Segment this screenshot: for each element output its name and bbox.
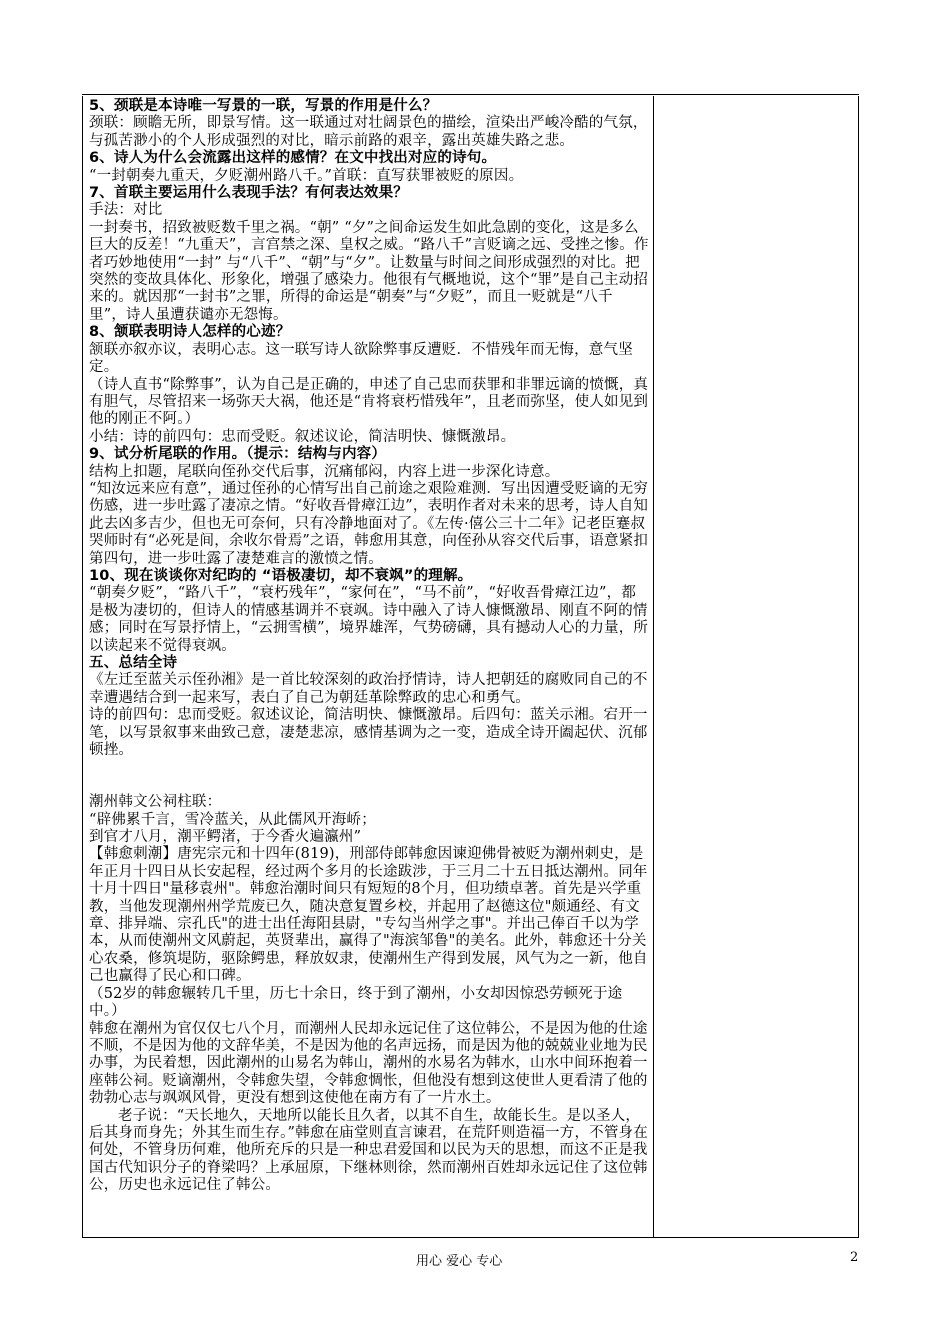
paragraph: 手法：对比 xyxy=(89,202,163,219)
paragraph: “朝奏夕贬”，“路八千”，“衰朽残年”，“家何在”，“马不前”，“好收吾骨瘴江边”，都是极为凄切的，但诗人的情感基调并不衰飒。诗中融入了诗人慷慨激昂、刚直不阿的情感；同时在写景抒情上，“云拥雪横”，境界雄浑，气势磅礴，具有撼动人心的力量，所以读起来不觉得衰飒。 xyxy=(89,585,649,654)
footer-motto: 用心 爱心 专心 xyxy=(416,1254,503,1269)
section-heading: 5、颈联是本诗唯一写景的一联，写景的作用是什么？ xyxy=(89,98,438,114)
paragraph: “知汝远来应有意”，通过侄孙的心情写出自己前途之艰险难测．写出因遭受贬谪的无穷伤感，进一步吐露了凄凉之情。“好收吾骨瘴江边”，表明作者对未来的思考，诗人自知此去凶多吉少，但也无可奈何，只有冷静地面对了。《左传·僖公三十二年》记老臣蹇叔哭师时有“必死是间，余收尔骨焉”之语，韩愈用其意，向侄孙从容交代后事，语意紧扣第四句，进一步吐露了凄楚难言的激愤之情。 xyxy=(89,480,649,567)
paragraph: 《左迁至蓝关示侄孙湘》是一首比较深刻的政治抒情诗，诗人把朝廷的腐败同自己的不幸遭遇结合到一起来写，表白了自己为朝廷革除弊政的忠心和勇气。 xyxy=(89,672,648,706)
paragraph: “一封朝奏九重天，夕贬潮州路八千。”首联：直写获罪被贬的原因。 xyxy=(89,167,524,184)
paragraph: 到官才八月，潮平鳄渚，于今香火遍瀛州” xyxy=(89,829,362,846)
paragraph: 诗的前四句：忠而受贬。叙述议论，简洁明快、慷慨激昂。后四句：蓝关示湘。宕开一笔，以写景叙事来曲致己意，凄楚悲凉，感情基调为之一变，造成全诗开阖起伏、沉郁顿挫。 xyxy=(89,707,648,759)
paragraph: 一封奏书，招致被贬数千里之祸。“朝” “夕”之间命运发生如此急剧的变化，这是多么巨大的反差！“九重天”，言宫禁之深、皇权之威。“路八千”言贬谪之远、受挫之惨。作者巧妙地使用“一封” 与“八千”、“朝”与“夕”。让数量与时间之间形成强烈的对比。把突然的变故具体化、形象化，增强了感染力。他很有气概地说，这个“罪”是自己主动招来的。就因那“一封书”之罪，所得的命运是“朝奏”与“夕贬”，而且一贬就是“八千里”，诗人虽遭获谴亦无怨悔。 xyxy=(89,219,649,323)
paragraph: 颈联：顾瞻无所，即景写情。这一联通过对壮阔景色的描绘，渲染出严峻冷酷的气氛，与孤苦渺小的个人形成强烈的对比，暗示前路的艰辛，露出英雄失路之悲。 xyxy=(89,115,648,149)
paragraph: 潮州韩文公祠柱联： xyxy=(89,794,222,811)
paragraph: （52岁的韩愈辗转几千里，历七十余日，终于到了潮州，小女却因惊恐劳顿死于途中。） xyxy=(89,985,623,1020)
page-footer xyxy=(0,1250,950,1270)
paragraph: 韩愈在潮州为官仅仅七八个月，而潮州人民却永远记住了这位韩公，不是因为他的仕途不顺，不是因为他的文辞华美，不是因为他的名声远扬，而是因为他的兢兢业业地为民办事，为民着想，因此潮州的山易名为韩山，潮州的水易名为韩水，山水中间环抱着一座韩公祠。贬谪潮州，令韩愈失望，令韩愈惆怅，但他没有想到这使世人更看清了他的勃勃心志与飒飒风骨，更没有想到这使他在南方有了一片水土。 xyxy=(89,1020,648,1107)
paragraph: 颔联亦叙亦议，表明心志。这一联写诗人欲除弊事反遭贬．不惜残年而无悔，意气坚定。 xyxy=(89,341,633,376)
paragraph: “辟佛累千言，雪冷蓝关，从此儒风开海峤； xyxy=(89,811,376,828)
paragraph: 小结：诗的前四句：忠而受贬。叙述议论，简洁明快、慷慨激昂。 xyxy=(89,428,516,445)
paragraph: （诗人直书“除弊事”，认为自己是正确的，申述了自己忠而获罪和非罪远谪的愤慨，真有胆气，尽管招来一场弥天大祸，他还是“肯将衰朽惜残年”，且老而弥坚，使人如见到他的刚正不阿。） xyxy=(89,376,649,428)
table-top-border xyxy=(82,94,859,95)
content-table xyxy=(82,96,859,1238)
main-text-cell xyxy=(89,98,649,1195)
side-column-divider xyxy=(653,96,654,1237)
paragraph: 结构上扣题，尾联向侄孙交代后事，沉痛郁闷，内容上进一步深化诗意。 xyxy=(89,463,560,480)
section-heading: 五、总结全诗 xyxy=(89,655,178,671)
section-heading: 10、现在谈谈你对纪昀的 “语极凄切，却不衰飒”的理解。 xyxy=(89,567,473,584)
paragraph: 【韩愈刺潮】唐宪宗元和十四年(819)，刑部侍郎韩愈因谏迎佛骨被贬为潮州刺史，是年正月十四日从长安起程，经过两个多月的长途跋涉，于三月二十五日抵达潮州。同年十月十四日"量移袁州"。韩愈治潮时间只有短短的8个月，但功绩卓著。首先是兴学重教，当他发现潮州州学荒废已久，随决意复置乡校，并起用了赵德这位"颇通经、有文章、排异端、宗孔氏"的进士出任海阳县尉，"专勾当州学之事"。并出己俸百千以为学本，从而使潮州文风蔚起，英贤辈出，赢得了"海滨邹鲁"的美名。此外，韩愈还十分关心农桑，修筑堤防，驱除鳄患，释放奴隶，使潮州生产得到发展，风气为之一新，他自己也赢得了民心和口碑。 xyxy=(89,846,648,985)
blank-line xyxy=(89,759,649,776)
paragraph: 老子说：“天长地久，天地所以能长且久者，以其不自生，故能长生。是以圣人，后其身而身先；外其生而生存。”韩愈在庙堂则直言谏君，在荒阡则造福一方，不管身在何处，不管身历何难，他所充斥的只是一种忠君爱国和以民为天的思想，而这不正是我国古代知识分子的脊梁吗？上承屈原，下继林则徐，然而潮州百姓却永远记住了这位韩公，历史也永远记住了韩公。 xyxy=(89,1107,648,1194)
section-heading: 6、诗人为什么会流露出这样的感情？在文中找出对应的诗句。 xyxy=(89,150,497,167)
section-heading: 8、颔联表明诗人怎样的心迹？ xyxy=(89,324,291,341)
blank-line xyxy=(89,777,649,794)
section-heading: 7、首联主要运用什么表现手法？有何表达效果？ xyxy=(89,185,408,202)
page-number: 2 xyxy=(850,1250,859,1265)
section-heading: 9、试分析尾联的作用。（提示：结构与内容） xyxy=(89,446,387,463)
